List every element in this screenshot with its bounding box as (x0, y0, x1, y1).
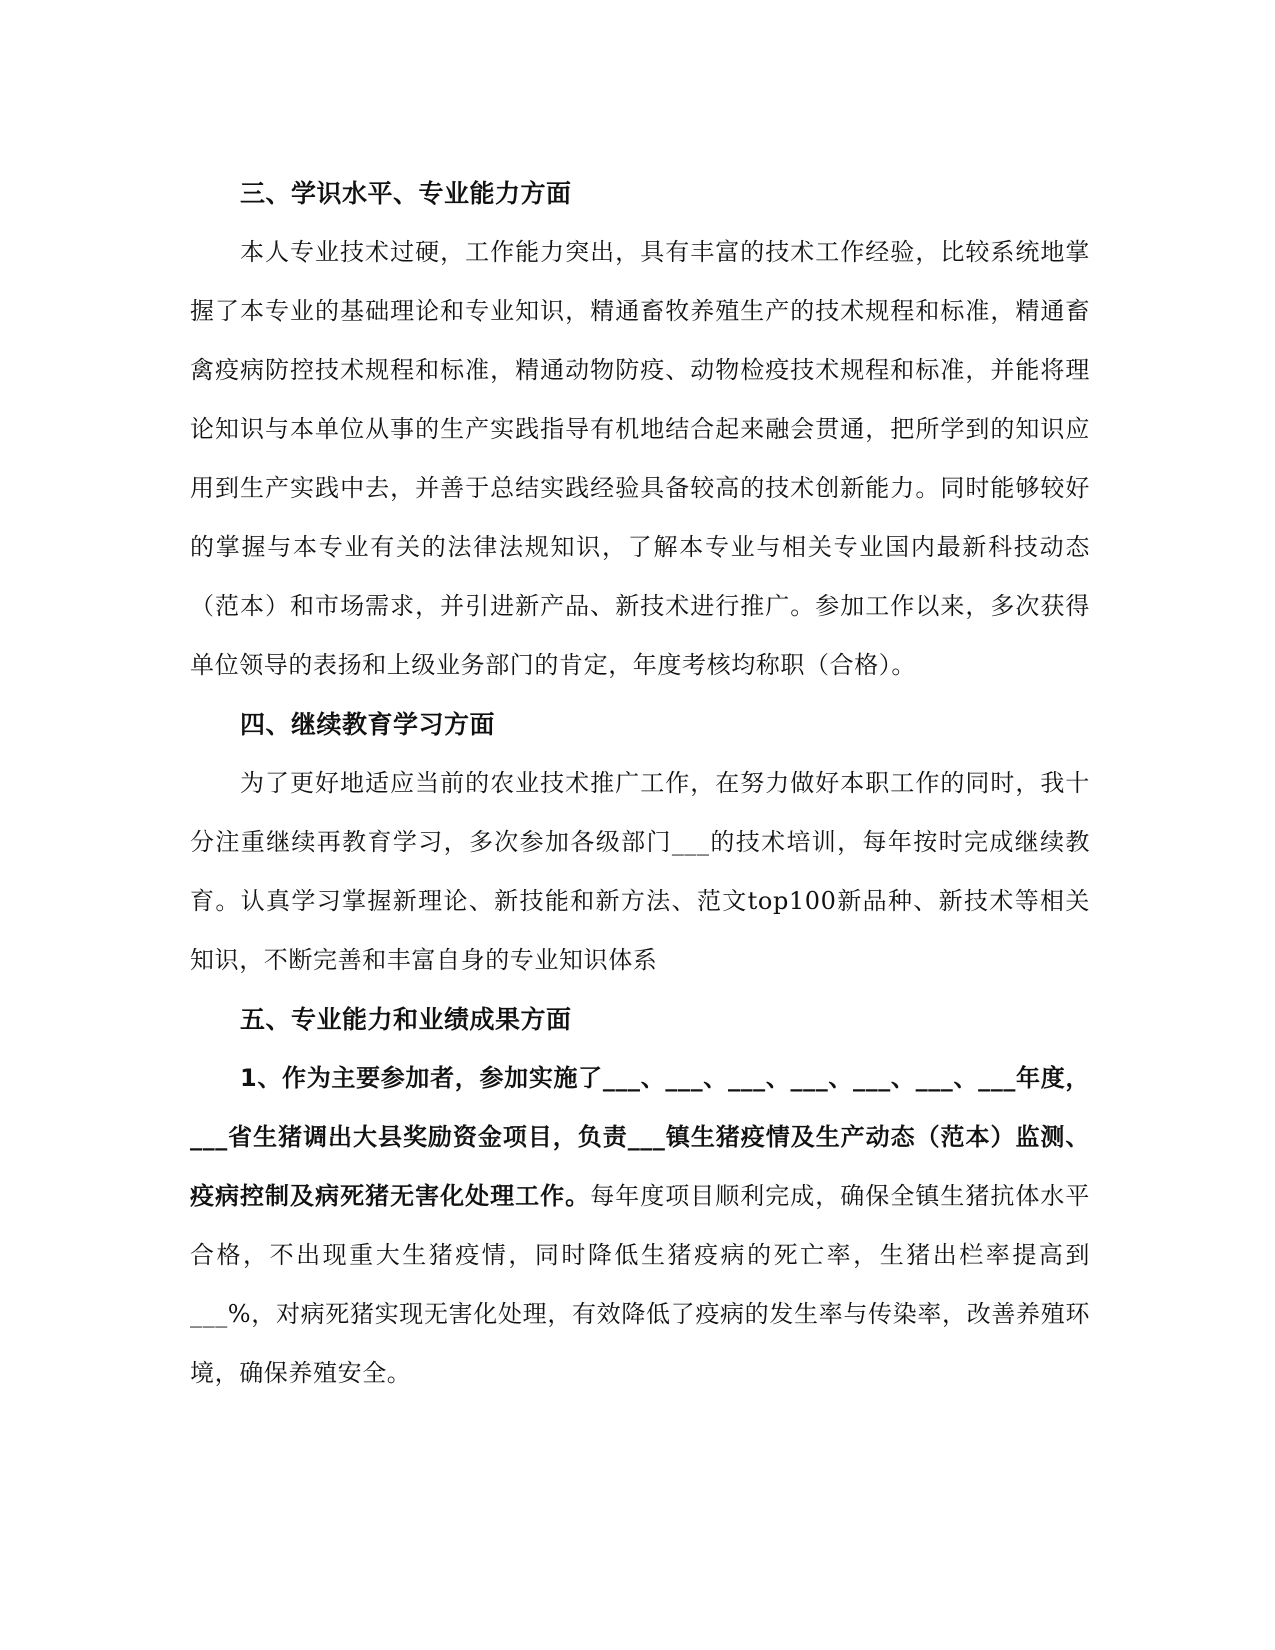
section-heading-achievements: 五、专业能力和业绩成果方面 (240, 1005, 572, 1034)
achievement-item-1-lead: 1、作为主要参加者，参加实施了___、___、___、___、___、___、___年度，___省生猪调出大县奖励资金项目，负责___镇生猪疫情及生产动态（范本）监测、疫病控制及病死猪无害化处理工作。 (190, 1064, 1090, 1210)
achievement-item-1 (190, 1049, 1090, 1403)
document-body (190, 164, 1090, 1403)
achievement-item-1-rest: 每年度项目顺利完成，确保全镇生猪抗体水平合格，不出现重大生猪疫情，同时降低生猪疫病的死亡率，生猪出栏率提高到___%，对病死猪实现无害化处理，有效降低了疫病的发生率与传染率，改善养殖环境，确保养殖安全。 (190, 1182, 1090, 1387)
section-heading-education: 四、继续教育学习方面 (240, 710, 496, 739)
section-body-academic: 本人专业技术过硬，工作能力突出，具有丰富的技术工作经验，比较系统地掌握了本专业的基础理论和专业知识，精通畜牧养殖生产的技术规程和标准，精通畜禽疫病防控技术规程和标准，精通动物防疫、动物检疫技术规程和标准，并能将理论知识与本单位从事的生产实践指导有机地结合起来融会贯通，把所学到的知识应用到生产实践中去，并善于总结实践经验具备较高的技术创新能力。同时能够较好的掌握与本专业有关的法律法规知识，了解本专业与相关专业国内最新科技动态（范本）和市场需求，并引进新产品、新技术进行推广。参加工作以来，多次获得单位领导的表扬和上级业务部门的肯定，年度考核均称职（合格）。 (190, 238, 1090, 679)
section-body-education: 为了更好地适应当前的农业技术推广工作，在努力做好本职工作的同时，我十分注重继续再教育学习，多次参加各级部门___的技术培训，每年按时完成继续教育。认真学习掌握新理论、新技能和新方法、范文top100新品种、新技术等相关知识，不断完善和丰富自身的专业知识体系 (190, 769, 1090, 974)
section-heading-academic: 三、学识水平、专业能力方面 (240, 179, 572, 208)
